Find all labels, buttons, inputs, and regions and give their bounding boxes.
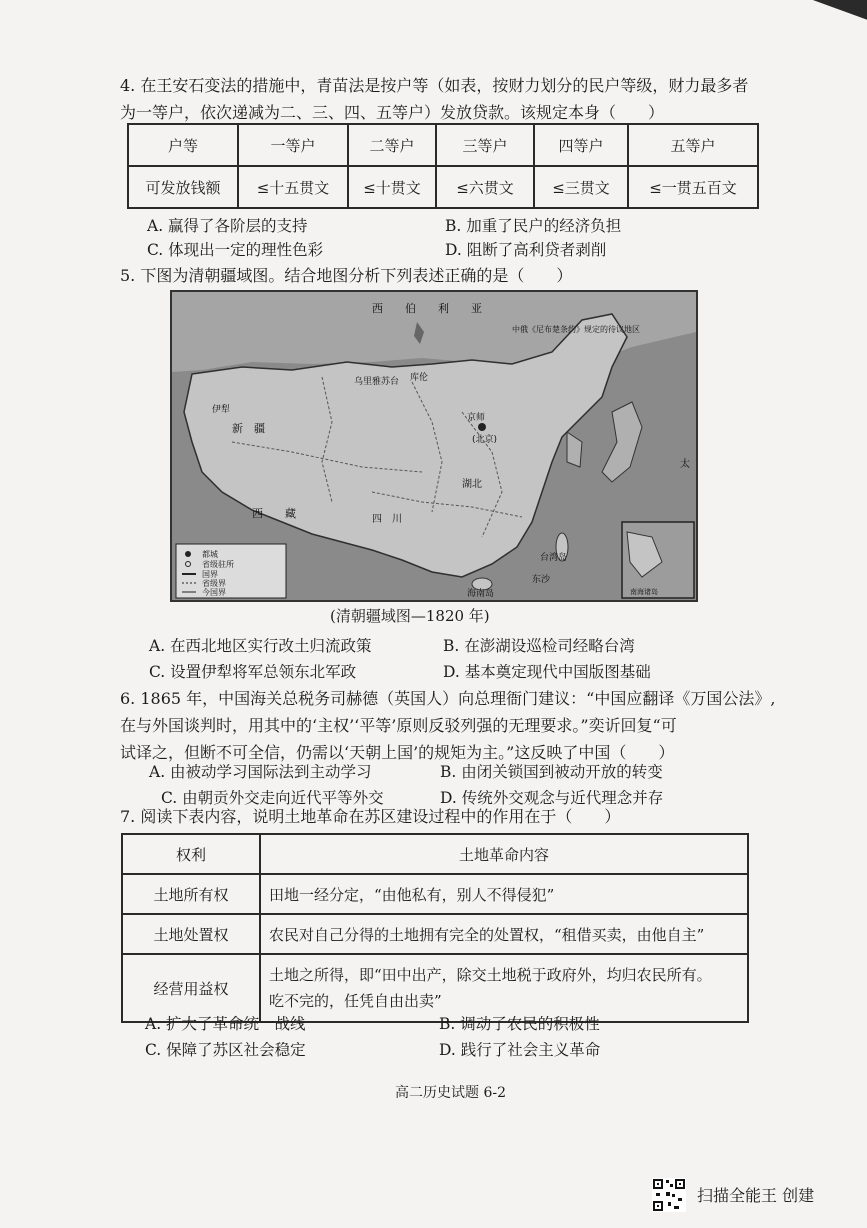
table-cell: 土地处置权 (122, 914, 260, 954)
map-label-tibet: 西 藏 (252, 507, 296, 520)
map-label-taiwan: 台湾岛 (540, 553, 568, 563)
option-b: B. 调动了农民的积极性 (439, 1015, 600, 1033)
option-c: C. 由朝贡外交走向近代平等外交 (161, 789, 384, 807)
map-caption: (清朝疆域图—1820 年) (330, 607, 490, 625)
option-a: A. 在西北地区实行改土归流政策 (149, 637, 372, 655)
map-label-dongsha: 东沙 (532, 575, 551, 585)
option-c: C. 保障了苏区社会稳定 (145, 1041, 306, 1059)
legend-provincial-seat: 省级驻所 (202, 560, 234, 569)
map-label-treaty: 中俄《尼布楚条约》规定的待议地区 (512, 325, 640, 334)
map-label-siberia: 西 伯 利 亚 (372, 302, 482, 315)
table-cell: 土地革命内容 (260, 834, 748, 874)
map-label-hubei: 湖北 (462, 479, 482, 490)
option-d: D. 践行了社会主义革命 (439, 1041, 601, 1059)
option-c: C. 设置伊犁将军总领东北军政 (149, 663, 357, 681)
legend-capital: 都城 (202, 550, 218, 559)
q4-table (127, 123, 759, 209)
map-label-xinjiang: 新 疆 (232, 422, 265, 435)
option-a: A. 赢得了各阶层的支持 (147, 217, 308, 235)
q6-line1: 6. 1865 年，中国海关总税务司赫德（英国人）向总理衙门建议：“中国应翻译《万国公法》, (120, 689, 776, 708)
table-cell: ≤三贯文 (534, 166, 628, 208)
option-b: B. 由闭关锁国到被动开放的转变 (440, 763, 663, 781)
table-cell: 四等户 (534, 124, 628, 166)
table-cell: 权利 (122, 834, 260, 874)
table-cell: 五等户 (628, 124, 758, 166)
qr-code-icon (652, 1178, 686, 1212)
table-row (122, 874, 748, 914)
legend-modern-border: 今国界 (202, 588, 226, 597)
scanner-watermark: 扫描全能王 创建 (697, 1186, 815, 1205)
q4-line1: 4. 在王安石变法的措施中，青苗法是按户等（如表，按财力划分的民户等级，财力最多者 (120, 76, 749, 95)
q6-line2: 在与外国谈判时，用其中的‘主权’‘平等’原则反驳列强的无理要求。”奕䜣回复“可 (120, 716, 677, 735)
question-5-stem: 5. 下图为清朝疆域图。结合地图分析下列表述正确的是（ ） (120, 266, 573, 285)
option-b: B. 加重了民户的经济负担 (445, 217, 622, 235)
map-label-beijing2: (北京) (472, 435, 498, 445)
map-label-hainan: 海南岛 (467, 589, 495, 599)
question-7-stem: 7. 阅读下表内容，说明土地革命在苏区建设过程中的作用在于（ ） (120, 807, 621, 826)
table-cell-line: 土地之所得，即“田中出产，除交土地税于政府外，均归农民所有。 (269, 966, 712, 984)
map-label-uliastai: 乌里雅苏台 (354, 377, 400, 387)
map-label-nanhai: 南海诸岛 (630, 588, 658, 596)
table-cell: 户等 (128, 124, 238, 166)
table-cell: 田地一经分定，“由他私有，别人不得侵犯” (260, 874, 748, 914)
table-cell: ≤六贯文 (436, 166, 534, 208)
q6-line3: 试译之，但断不可全信，仍需以‘天朝上国’的规矩为主。”这反映了中国（ ） (120, 743, 675, 762)
map-label-sea: 太 (680, 459, 690, 470)
table-cell: ≤一贯五百文 (628, 166, 758, 208)
table-row (128, 166, 758, 208)
option-c: C. 体现出一定的理性色彩 (147, 241, 324, 259)
table-cell: 可发放钱额 (128, 166, 238, 208)
table-cell: ≤十五贯文 (238, 166, 348, 208)
question-4-stem (120, 72, 780, 126)
option-d: D. 传统外交观念与近代理念并存 (440, 789, 664, 807)
table-cell-line: 吃不完的，任凭自由出卖” (269, 992, 442, 1010)
qing-territory-map (170, 290, 698, 602)
q4-line2: 为一等户，依次递减为二、三、四、五等户）发放贷款。该规定本身（ ） (120, 103, 665, 122)
question-6-stem (120, 685, 790, 766)
option-d: D. 基本奠定现代中国版图基础 (443, 663, 651, 681)
table-cell: 一等户 (238, 124, 348, 166)
legend-border: 国界 (202, 570, 218, 579)
map-label-beijing: 京师 (467, 413, 486, 423)
map-label-sichuan: 四 川 (372, 514, 402, 525)
table-cell: ≤十贯文 (348, 166, 436, 208)
table-cell: 土地所有权 (122, 874, 260, 914)
table-row (122, 914, 748, 954)
page-footer: 高二历史试题 6-2 (395, 1085, 506, 1101)
option-a: A. 由被动学习国际法到主动学习 (149, 763, 372, 781)
map-svg (172, 292, 696, 600)
option-a: A. 扩大了革命统一战线 (145, 1015, 306, 1033)
scan-corner-mark (797, 0, 867, 30)
option-d: D. 阻断了高利贷者剥削 (445, 241, 607, 259)
legend-provincial-border: 省级界 (202, 579, 226, 588)
table-cell: 三等户 (436, 124, 534, 166)
q7-table (121, 833, 749, 1023)
map-label-yili: 伊犁 (212, 405, 231, 415)
table-cell: 农民对自己分得的土地拥有完全的处置权，“租借买卖，由他自主” (260, 914, 748, 954)
table-cell: 经营用益权 (122, 954, 260, 1022)
table-row (128, 124, 758, 166)
map-label-kulun: 库伦 (410, 373, 429, 383)
option-b: B. 在澎湖设巡检司经略台湾 (443, 637, 635, 655)
table-cell: 二等户 (348, 124, 436, 166)
table-row (122, 834, 748, 874)
